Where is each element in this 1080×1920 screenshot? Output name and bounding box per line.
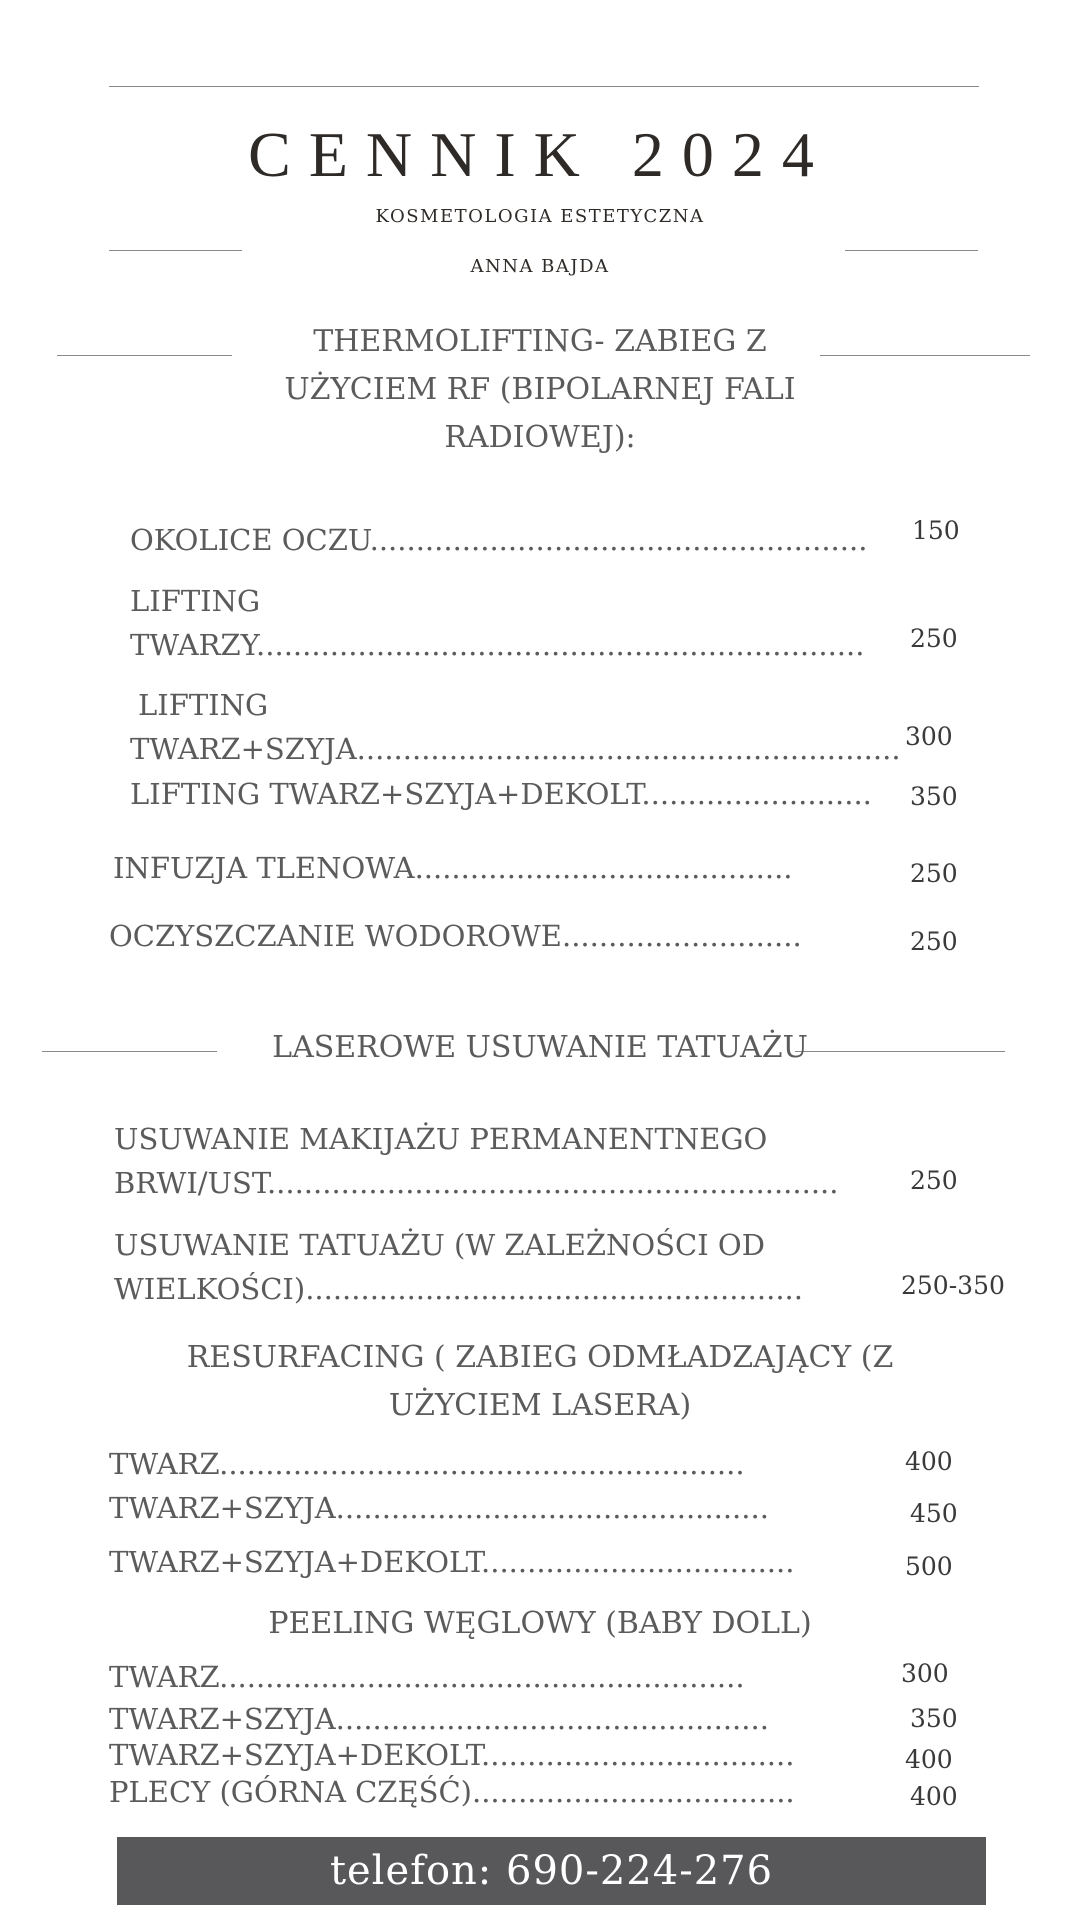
heading-line: UŻYCIEM LASERA): [388, 1388, 692, 1423]
service-price: 250: [910, 859, 958, 888]
service-price: 450: [910, 1499, 958, 1528]
section-heading-resurfacing: [0, 1334, 1080, 1430]
service-price: 350: [910, 782, 958, 811]
heading-line: RESURFACING ( ZABIEG ODMŁADZAJĄCY (Z: [186, 1340, 894, 1375]
service-price: 500: [905, 1552, 953, 1581]
service-label: LIFTING: [138, 688, 269, 722]
service-item: LIFTING TWARZ+SZYJA+DEKOLT.........................: [130, 777, 872, 811]
service-item: INFUZJA TLENOWA.........................................: [113, 851, 793, 885]
service-label: TWARZ+SZYJA+DEKOLT: [109, 1545, 482, 1579]
service-item: TWARZ.........................................................: [109, 1447, 745, 1481]
service-label: INFUZJA TLENOWA: [113, 851, 415, 885]
top-divider: [109, 86, 979, 87]
section-heading-laser: LASEROWE USUWANIE TATUAŻU: [272, 1030, 808, 1065]
heading-line: UŻYCIEM RF (BIPOLARNEJ FALI: [284, 372, 796, 407]
service-item: LIFTING TWARZY..................................................................: [130, 579, 864, 667]
service-label: OKOLICE OCZU: [130, 523, 370, 557]
service-label: TWARZ+SZYJA: [130, 732, 357, 766]
service-label: TWARZ: [109, 1447, 220, 1481]
service-price: 250-350: [901, 1271, 1005, 1300]
service-price: 250: [910, 624, 958, 653]
service-label: USUWANIE MAKIJAŻU PERMANENTNEGO: [114, 1122, 768, 1156]
service-item: PLECY (GÓRNA CZĘŚĆ)...................................: [109, 1775, 795, 1809]
service-price: 400: [905, 1447, 953, 1476]
service-price: 300: [901, 1659, 949, 1688]
service-label: TWARZ: [109, 1660, 220, 1694]
phone-banner: telefon: 690-224-276: [117, 1837, 986, 1905]
service-label: TWARZY: [130, 628, 257, 662]
service-label: TWARZ+SZYJA: [109, 1491, 336, 1525]
owner-name: ANNA BAJDA: [470, 256, 610, 277]
service-label: USUWANIE TATUAŻU (W ZALEŻNOŚCI OD: [114, 1228, 765, 1262]
service-price: 300: [905, 722, 953, 751]
service-label: TWARZ+SZYJA: [109, 1702, 336, 1736]
service-item: TWARZ+SZYJA...............................................: [109, 1702, 769, 1736]
service-item: USUWANIE TATUAŻU (W ZALEŻNOŚCI OD WIELKOŚCI)......................................................: [114, 1223, 803, 1311]
heading-line: THERMOLIFTING- ZABIEG Z: [313, 324, 767, 359]
service-item: TWARZ+SZYJA...............................................: [109, 1491, 769, 1525]
section-heading-peeling: PEELING WĘGLOWY (BABY DOLL): [268, 1606, 812, 1641]
page-title: CENNIK 2024: [248, 119, 832, 190]
service-price: 400: [905, 1745, 953, 1774]
service-label: OCZYSZCZANIE WODOROWE: [109, 919, 562, 953]
service-price: 250: [910, 927, 958, 956]
heading-line: RADIOWEJ):: [444, 420, 636, 455]
service-item: TWARZ+SZYJA+DEKOLT..................................: [109, 1738, 795, 1772]
service-item: LIFTING TWARZ+SZYJA...........................................................: [130, 683, 901, 771]
section-heading-thermolifting: [0, 318, 1080, 462]
service-item: TWARZ+SZYJA+DEKOLT..................................: [109, 1545, 795, 1579]
service-label: TWARZ+SZYJA+DEKOLT: [109, 1738, 482, 1772]
left-short-divider: [109, 250, 242, 251]
service-label: PLECY (GÓRNA CZĘŚĆ): [109, 1775, 472, 1809]
service-item: USUWANIE MAKIJAŻU PERMANENTNEGO BRWI/UST..............................................................: [114, 1117, 838, 1205]
service-item: OKOLICE OCZU......................................................: [130, 523, 868, 557]
service-item: TWARZ.........................................................: [109, 1660, 745, 1694]
subtitle: KOSMETOLOGIA ESTETYCZNA: [375, 206, 705, 227]
service-label: LIFTING: [130, 584, 261, 618]
service-label: WIELKOŚCI): [114, 1272, 306, 1306]
service-label: BRWI/UST: [114, 1166, 267, 1200]
service-price: 400: [910, 1782, 958, 1811]
right-short-divider: [845, 250, 978, 251]
service-price: 250: [910, 1166, 958, 1195]
service-item: OCZYSZCZANIE WODOROWE..........................: [109, 919, 802, 953]
service-price: 350: [910, 1704, 958, 1733]
service-price: 150: [912, 516, 960, 545]
service-label: LIFTING TWARZ+SZYJA+DEKOLT: [130, 777, 642, 811]
